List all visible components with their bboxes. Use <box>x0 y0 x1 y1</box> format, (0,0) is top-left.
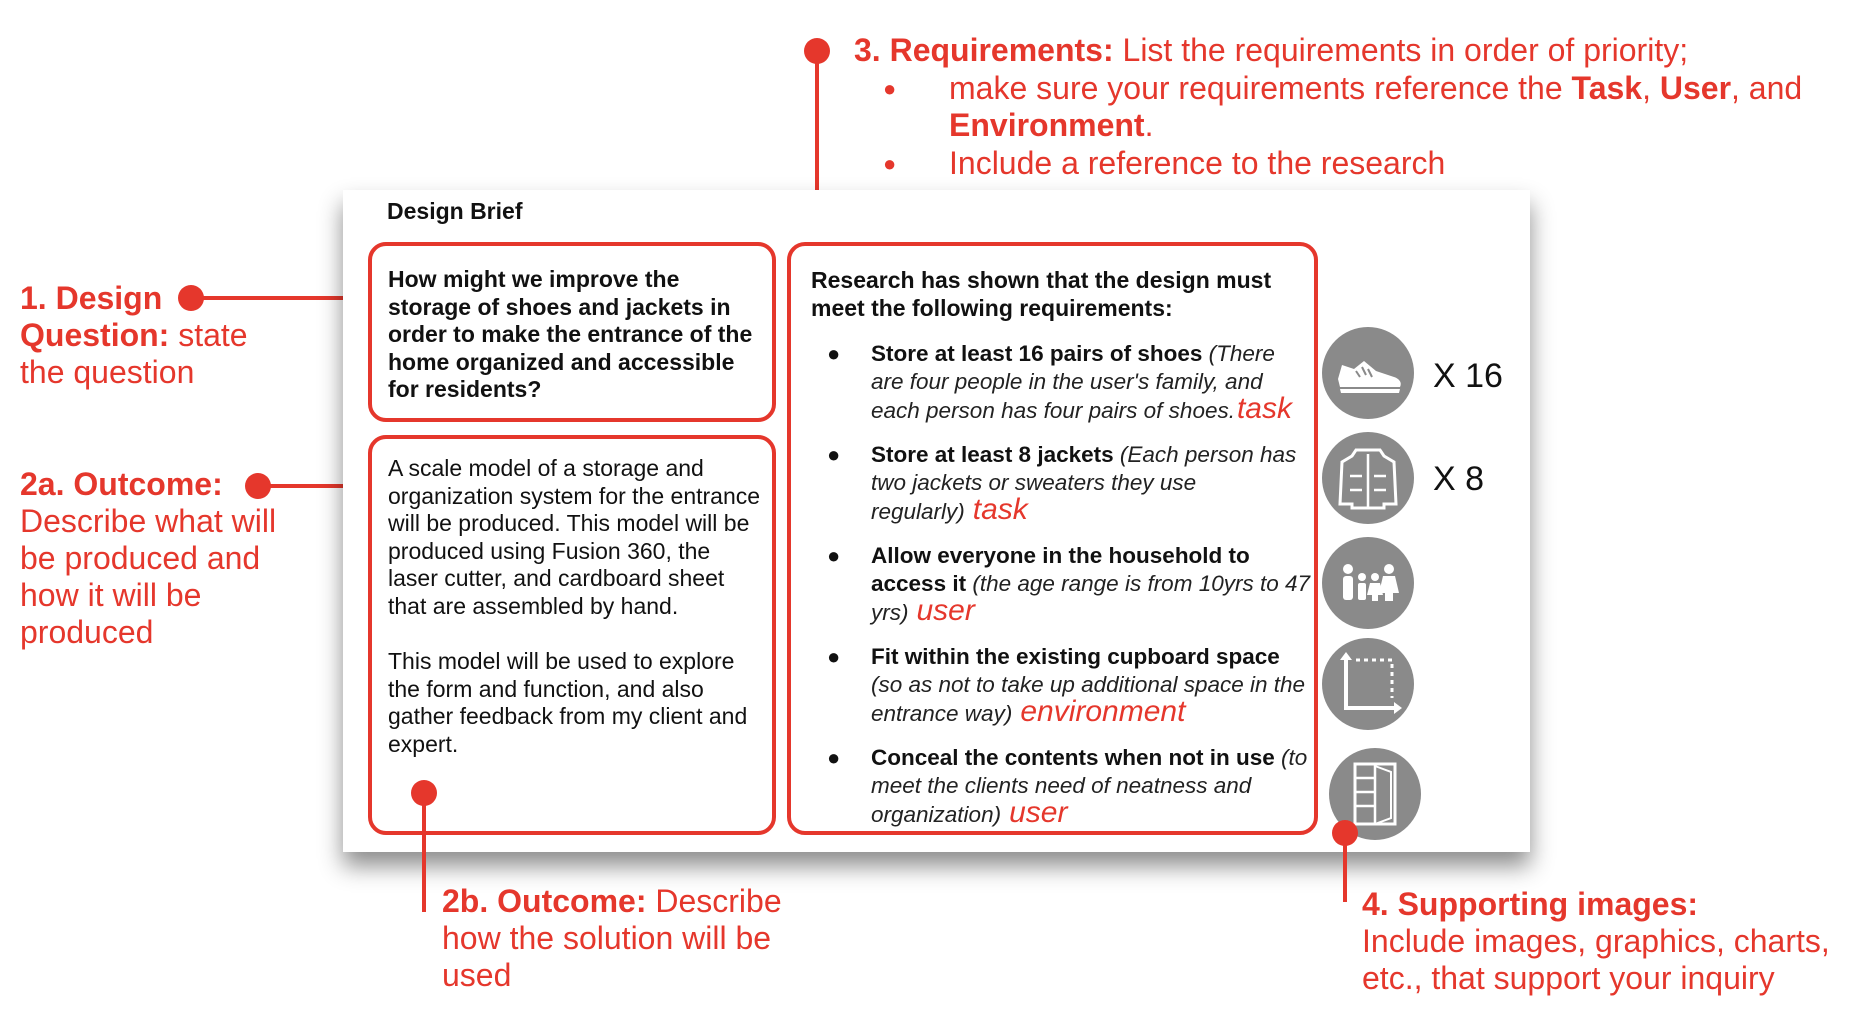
bullet-1-text: make sure your requirements reference the <box>949 70 1572 106</box>
requirement-item <box>811 441 1310 542</box>
requirement-detail: (Each person has two jackets or sweaters they use regularly) <box>871 442 1297 524</box>
design-brief-card <box>343 190 1530 852</box>
requirements-annotation-heading: 3. Requirements: <box>854 32 1114 68</box>
outcome-a-heading: 2a. Outcome: <box>20 466 223 502</box>
bullet-symbol: ● <box>827 341 841 366</box>
family-icon <box>1322 537 1414 629</box>
requirements-intro: Research has shown that the design must meet the following requirements: <box>811 267 1272 321</box>
requirements-box <box>787 242 1318 835</box>
bullet-symbol: ● <box>827 745 841 770</box>
requirement-title: Fit within the existing cupboard space <box>871 644 1280 669</box>
bullet-1-user: User <box>1659 70 1732 106</box>
requirements-annotation-bullet-2 <box>883 145 1843 182</box>
bullet-symbol: ● <box>827 442 841 467</box>
outcome-box <box>368 435 776 835</box>
requirement-item <box>811 744 1310 845</box>
jacket-icon <box>1322 432 1414 524</box>
requirement-tag: task <box>972 493 1028 526</box>
bullet-1-end: . <box>1144 107 1154 143</box>
requirement-tag: user <box>1009 796 1068 829</box>
jacket-count: X 8 <box>1433 460 1485 498</box>
design-question-box <box>368 242 776 422</box>
supporting-images-annotation <box>1362 886 1862 997</box>
supporting-images-text: Include images, graphics, charts, etc., that support your inquiry <box>1362 923 1830 996</box>
requirements-list <box>811 340 1310 845</box>
requirement-title: Conceal the contents when not in use <box>871 745 1275 770</box>
bullet-1-environment: Environment <box>949 107 1145 143</box>
requirement-detail: (so as not to take up additional space in the entrance way) <box>871 671 1306 726</box>
bullet-2-text: Include a reference to the research <box>949 145 1446 181</box>
outcome-b-annotation <box>442 883 812 994</box>
design-question-text: state the question <box>20 317 248 390</box>
requirements-annotation <box>854 32 1854 69</box>
requirement-tag: environment <box>1020 695 1186 728</box>
bullet-1-sep2: , and <box>1731 70 1803 106</box>
requirements-annotation-bullet-1 <box>883 70 1843 144</box>
requirement-title: Store at least 8 jackets <box>871 442 1114 467</box>
requirement-item <box>811 542 1310 643</box>
supporting-images-heading: 4. Supporting images: <box>1362 886 1699 922</box>
outcome-paragraph-2: This model will be used to explore the form and function, and also gather feedback from my client and expert. <box>388 648 748 757</box>
requirement-title: Store at least 16 pairs of shoes <box>871 341 1203 366</box>
outcome-b-text: Describe how the solution will be used <box>442 883 782 993</box>
requirement-tag: user <box>916 594 975 627</box>
outcome-paragraph-1: A scale model of a storage and organization system for the entrance will be produced. This model will be produced using Fusion 360, the laser cutter, and cardboard sheet that are assembled by hand. <box>388 455 761 619</box>
requirement-detail: (to meet the clients need of neatness and organization) <box>871 745 1308 827</box>
supporting-images-pointer-line <box>1343 832 1347 902</box>
requirements-annotation-text: List the requirements in order of priority; <box>1113 32 1689 68</box>
outcome-b-heading: 2b. Outcome: <box>442 883 647 919</box>
dimensions-icon <box>1322 638 1414 730</box>
card-title: Design Brief <box>387 198 523 224</box>
requirement-detail: (the age range is from 10yrs to 47 yrs) <box>871 570 1311 625</box>
shoe-icon <box>1322 327 1414 419</box>
requirement-tag: task <box>1236 392 1292 425</box>
requirement-item <box>811 340 1310 441</box>
design-question-text: How might we improve the storage of shoes and jackets in order to make the entrance of the home organized and accessible for residents? <box>388 266 753 402</box>
bullet-symbol: ● <box>883 151 897 176</box>
requirement-title: Allow everyone in the household to access it <box>871 543 1250 596</box>
bullet-symbol: ● <box>883 76 897 101</box>
shoe-count: X 16 <box>1433 357 1503 395</box>
design-question-heading: 1. Design Question: <box>20 280 170 353</box>
outcome-text <box>388 455 762 759</box>
bullet-1-task: Task <box>1571 70 1643 106</box>
bullet-symbol: ● <box>827 644 841 669</box>
outcome-a-text: Describe what will be produced and how it will be produced <box>20 503 277 650</box>
bullet-symbol: ● <box>827 543 841 568</box>
outcome-b-pointer-line <box>422 794 426 912</box>
requirement-detail: (There are four people in the user's family, and each person has four pairs of shoes. <box>871 341 1275 423</box>
bullet-1-sep1: , <box>1642 70 1660 106</box>
requirement-item <box>811 643 1310 744</box>
